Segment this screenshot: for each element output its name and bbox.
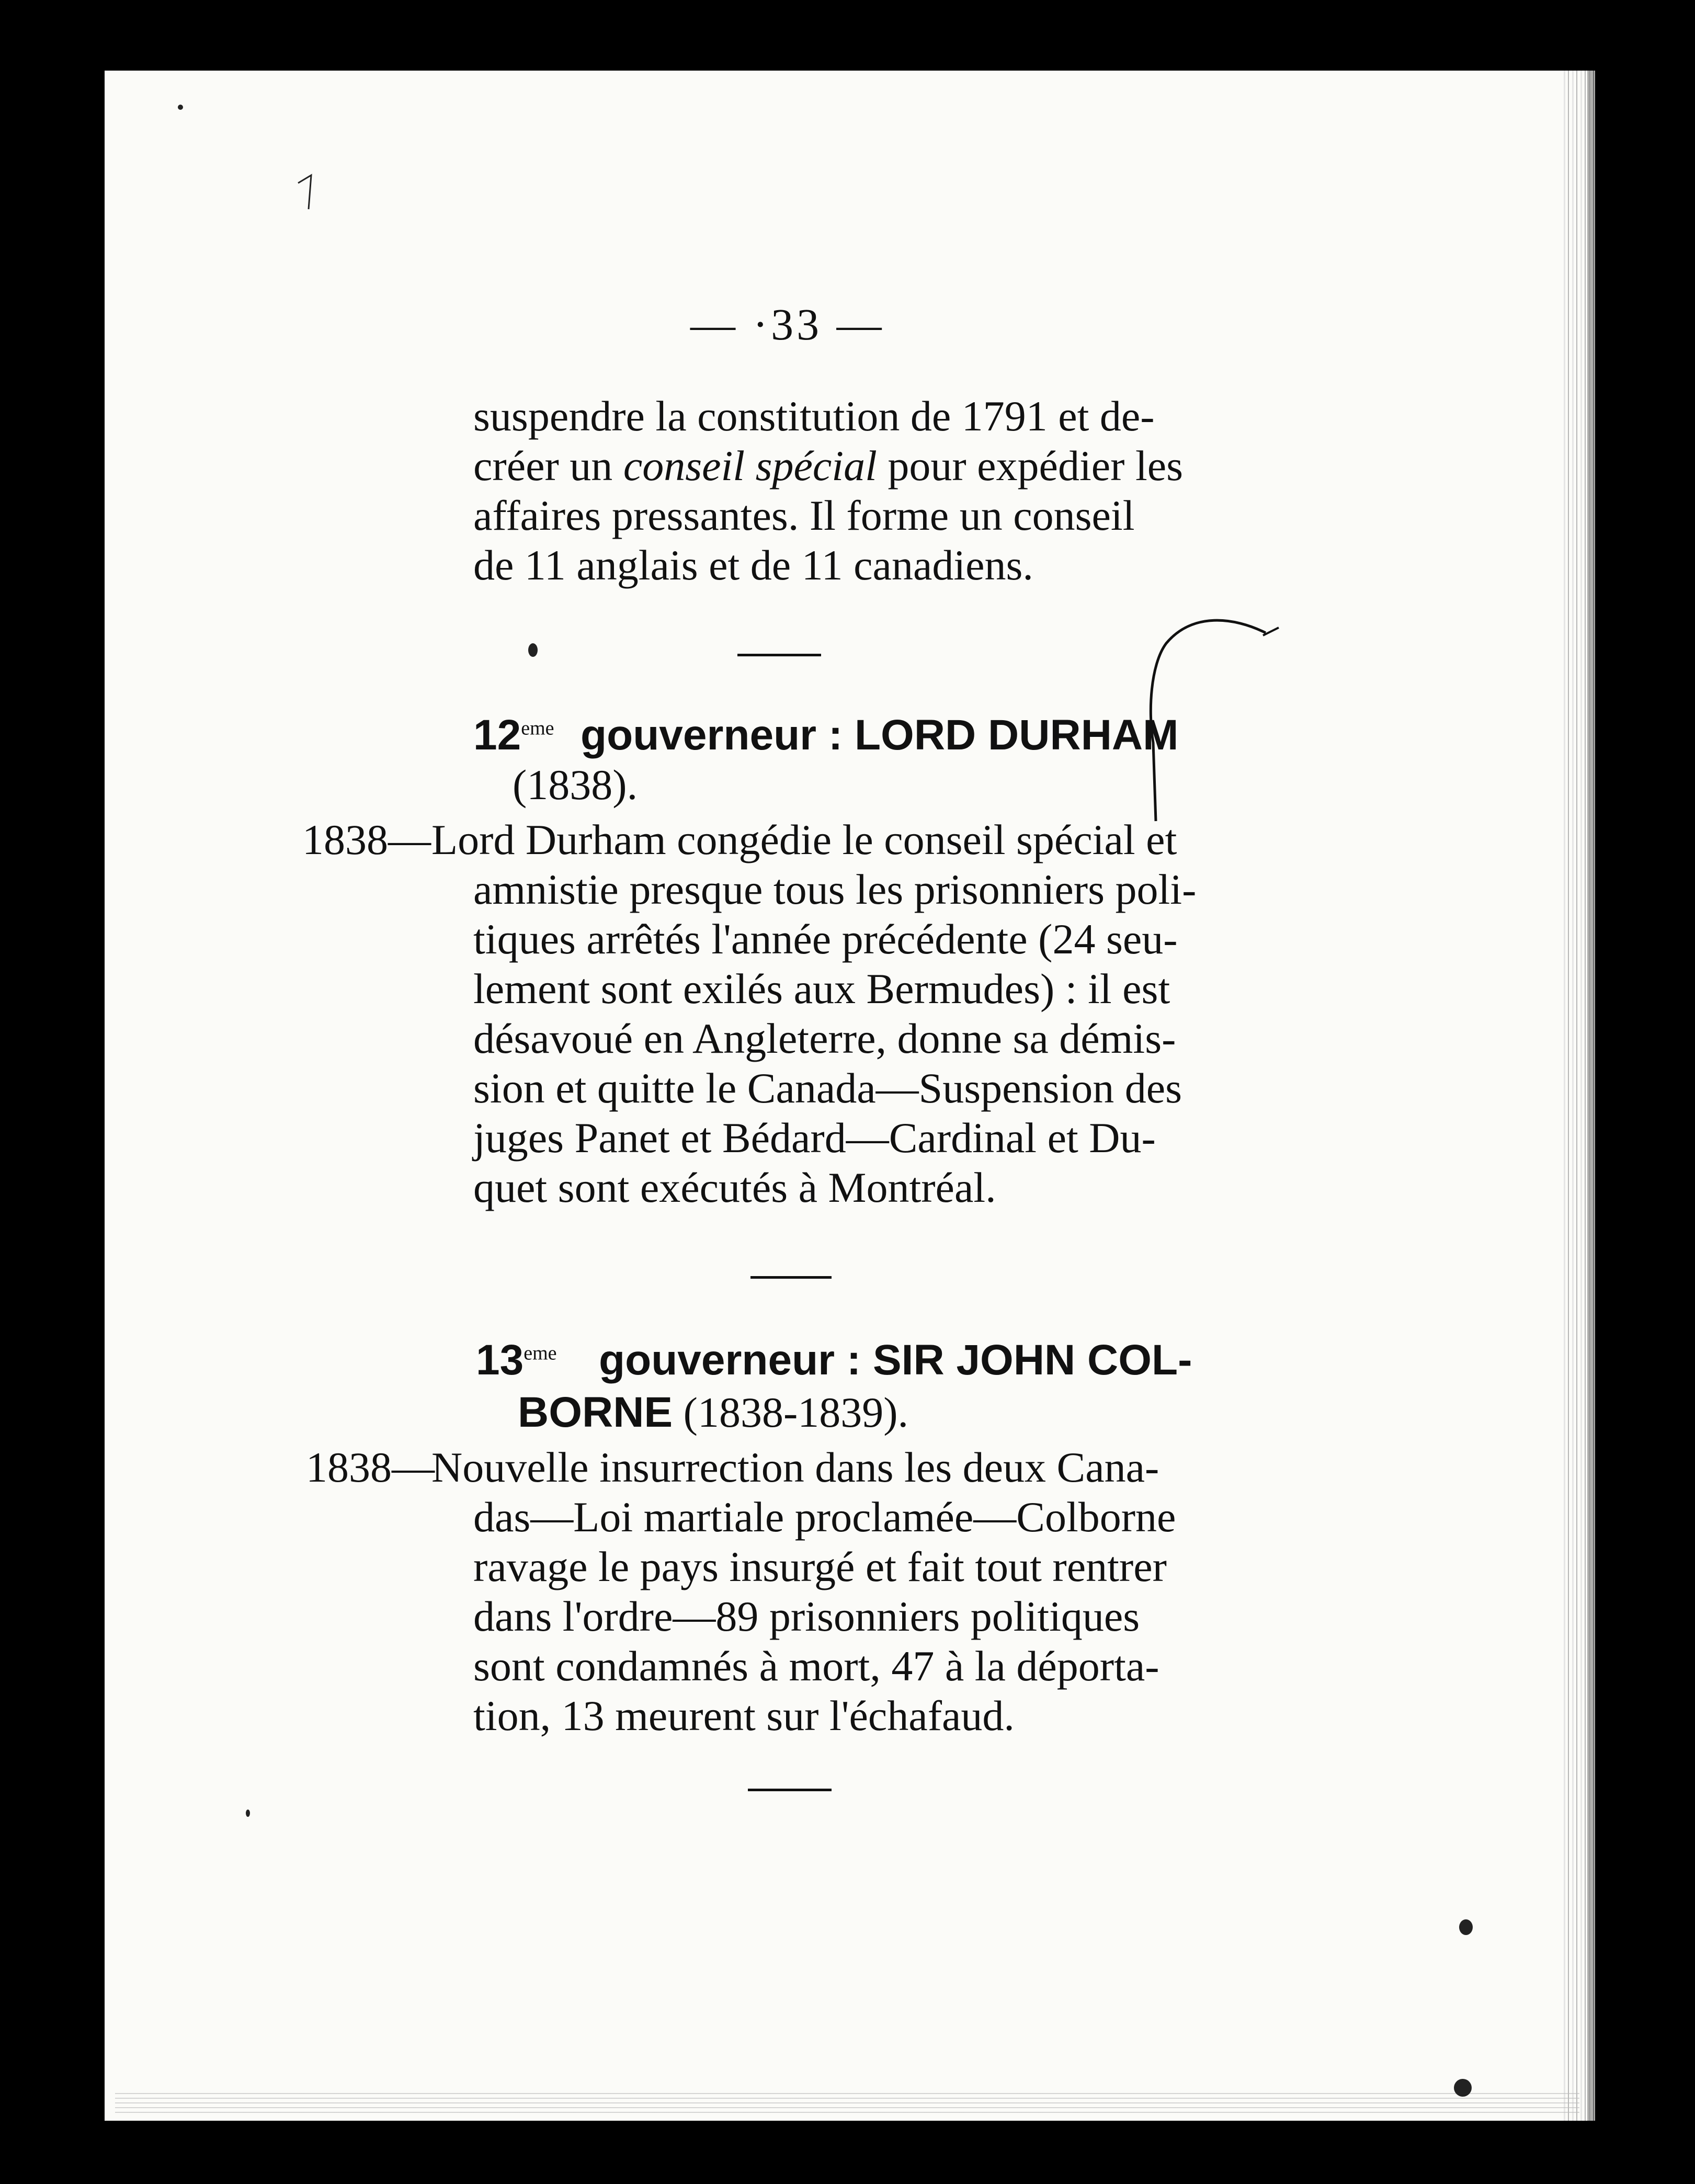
entry-line: quet sont exécutés à Montréal. xyxy=(473,1164,996,1211)
page-number: — ·33 — xyxy=(690,299,885,349)
entry-line: sont condamnés à mort, 47 à la déporta- xyxy=(473,1642,1159,1690)
governor-heading: 12eme gouverneur : LORD DURHAM xyxy=(473,711,1179,759)
ink-speck xyxy=(528,643,538,657)
italic-term: conseil spécial xyxy=(623,442,877,490)
entry-line: désavoué en Angleterre, donne sa démis- xyxy=(473,1015,1176,1062)
entry-year: 1838— xyxy=(306,1443,435,1491)
entry-line: Nouvelle insurrection dans les deux Cana- xyxy=(431,1443,1159,1491)
governor-years: (1838). xyxy=(513,761,638,809)
entry-line: das—Loi martiale proclamée—Colborne xyxy=(473,1493,1176,1541)
page-edge-shadow xyxy=(1564,71,1595,2121)
handwritten-bracket-mark xyxy=(1130,607,1287,826)
ink-speck xyxy=(246,1810,250,1817)
entry-line: tiques arrêtés l'année précédente (24 seu- xyxy=(473,915,1178,963)
entry-line: lement sont exilés aux Bermudes) : il est xyxy=(473,965,1170,1013)
section-divider xyxy=(750,1276,832,1279)
ink-speck xyxy=(1454,2079,1472,2097)
section-divider xyxy=(748,1789,832,1791)
entry-line: ravage le pays insurgé et fait tout rentrer xyxy=(473,1543,1167,1590)
page-bottom-shadow xyxy=(115,2092,1579,2113)
entry-line: juges Panet et Bédard—Cardinal et Du- xyxy=(473,1114,1156,1162)
governor-heading: 13eme gouverneur : SIR JOHN COL- xyxy=(476,1336,1192,1384)
entry-line: dans l'ordre—89 prisonniers politiques xyxy=(473,1592,1140,1640)
entry-line: tion, 13 meurent sur l'échafaud. xyxy=(473,1692,1015,1739)
entry-year: 1838— xyxy=(302,816,431,863)
ink-speck xyxy=(178,105,183,110)
entry-line: sion et quitte le Canada—Suspension des xyxy=(473,1064,1182,1112)
paragraph-line: affaires pressantes. Il forme un conseil xyxy=(473,492,1135,539)
entry-line: Lord Durham congédie le conseil spécial et xyxy=(431,816,1177,863)
paragraph-line: de 11 anglais et de 11 canadiens. xyxy=(473,541,1033,589)
ink-speck xyxy=(1459,1919,1473,1935)
pencil-mark xyxy=(293,173,324,214)
paragraph-line: créer un conseil spécial pour expédier les xyxy=(473,442,1184,490)
governor-years: BORNE (1838-1839). xyxy=(518,1389,909,1436)
entry-line: amnistie presque tous les prisonniers poli- xyxy=(473,866,1197,913)
section-divider xyxy=(737,654,821,656)
paragraph-line: suspendre la constitution de 1791 et de- xyxy=(473,392,1155,440)
